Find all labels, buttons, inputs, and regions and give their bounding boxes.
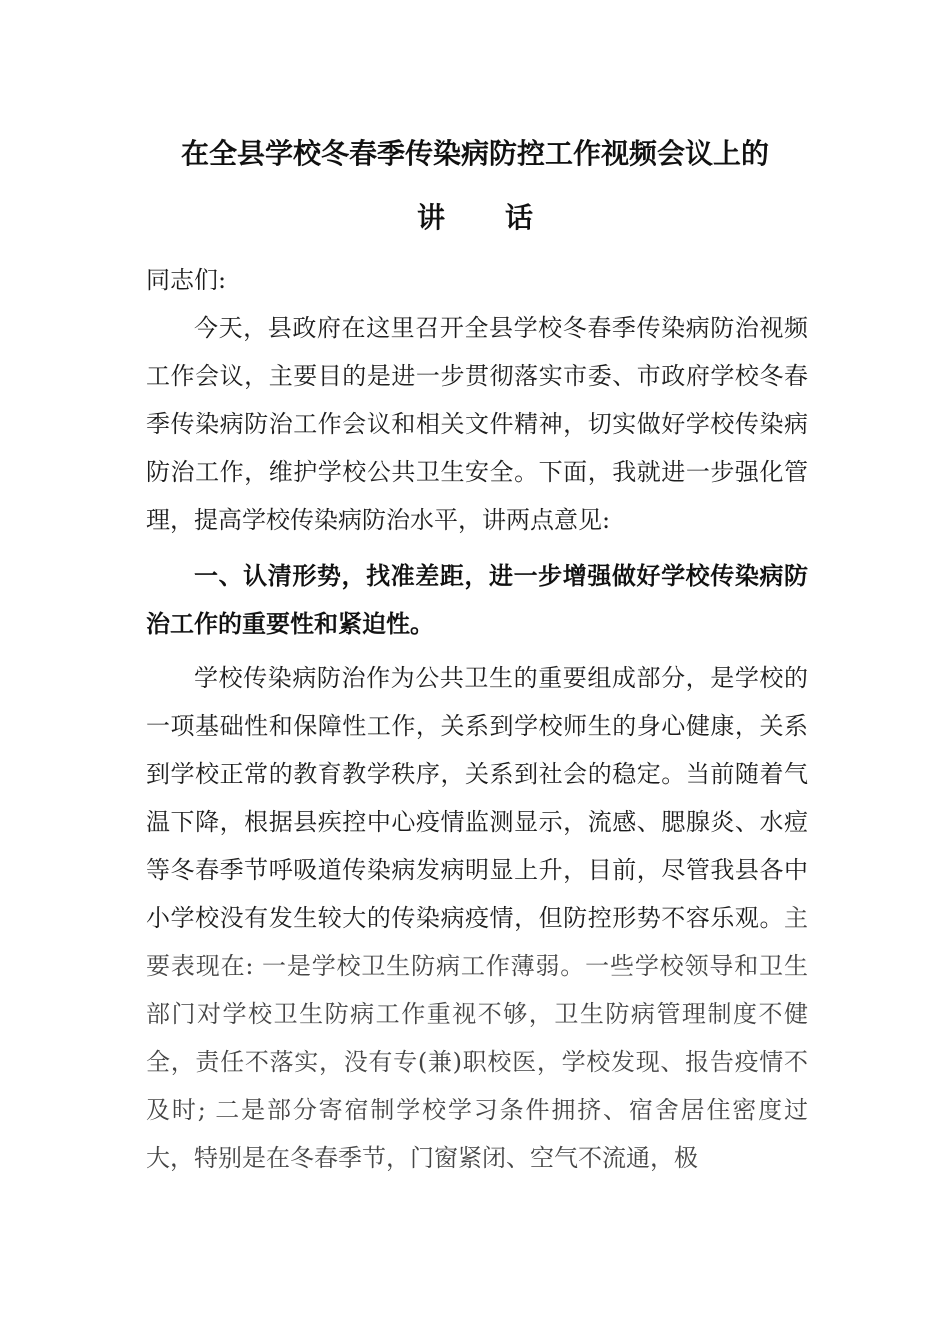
document-title-line1: 在全县学校冬春季传染病防控工作视频会议上的 <box>180 137 769 170</box>
paragraph-situation-part2: 主要表现在: 一是学校卫生防病工作薄弱。一些学校领导和卫生部门对学校卫生防病工作重视不够，卫生防病管理制度不健全，责任不落实，没有专(兼)职校医，学校发现、报告疫情不及时; 二是部分寄宿制学校学习条件拥挤、宿舍居住密度过大，特别是在冬春季节，门窗紧闭、空气不流通，极 <box>146 904 808 1172</box>
paragraph-situation <box>146 654 808 1182</box>
section-heading-1: 一、认清形势，找准差距，进一步增强做好学校传染病防治工作的重要性和紧迫性。 <box>146 562 808 638</box>
salutation: 同志们: <box>146 266 227 294</box>
paragraph-intro: 今天，县政府在这里召开全县学校冬春季传染病防治视频工作会议，主要目的是进一步贯彻落实市委、市政府学校冬春季传染病防治工作会议和相关文件精神，切实做好学校传染病防治工作，维护学校公共卫生安全。下面，我就进一步强化管理，提高学校传染病防治水平，讲两点意见: <box>146 314 808 534</box>
paragraph-situation-part1: 学校传染病防治作为公共卫生的重要组成部分，是学校的一项基础性和保障性工作，关系到学校师生的身心健康，关系到学校正常的教育教学秩序，关系到社会的稳定。当前随着气温下降，根据县疾控中心疫情监测显示，流感、腮腺炎、水痘等冬春季节呼吸道传染病发病明显上升，目前，尽管我县各中小学校没有发生较大的传染病疫情，但防控形势不容乐观。 <box>146 664 808 932</box>
document-title-line2: 讲话 <box>416 201 593 234</box>
